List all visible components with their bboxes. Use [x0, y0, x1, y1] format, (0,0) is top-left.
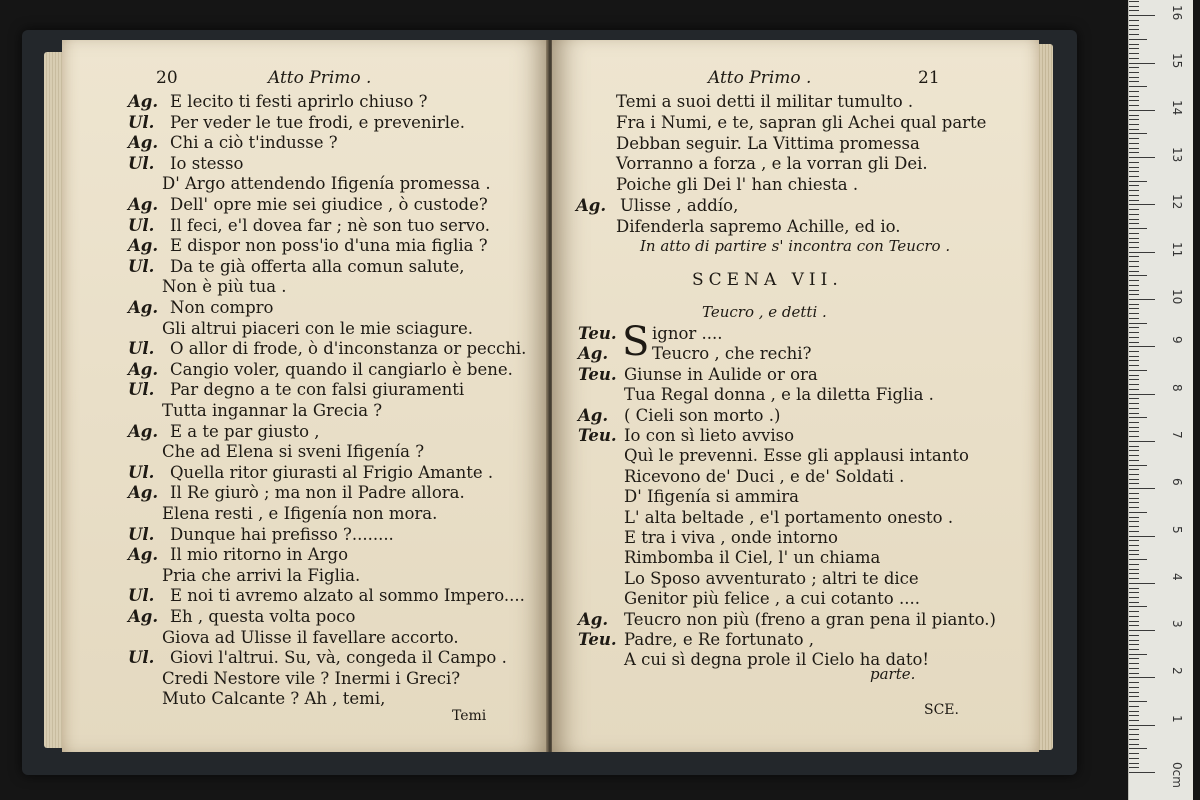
ruler-tick: [1129, 209, 1139, 210]
ruler-tick: [1129, 616, 1139, 617]
ruler-tick: [1129, 6, 1139, 7]
speaker-label: Ul.: [128, 648, 155, 668]
ruler-tick: [1129, 758, 1139, 759]
verse-line: E a te par giusto ,: [170, 421, 320, 441]
ruler-tick: [1129, 360, 1139, 361]
ruler-label: 11: [1170, 241, 1184, 257]
ruler-tick: [1129, 479, 1139, 480]
ruler-tick: [1129, 34, 1139, 35]
ruler-tick: [1129, 734, 1139, 735]
speaker-label: Teu.: [578, 426, 617, 445]
ruler-tick: [1129, 772, 1155, 773]
verse-line: Gli altrui piaceri con le mie sciagure.: [162, 318, 474, 338]
ruler-tick: [1129, 545, 1139, 546]
ruler-label: 7: [1170, 430, 1184, 439]
verse-line: Io con sì lieto avviso: [624, 426, 795, 445]
ruler-tick: [1129, 346, 1155, 347]
verse-line: E dispor non poss'io d'una mia figlia ?: [170, 236, 488, 256]
ruler-tick: [1129, 176, 1139, 177]
ruler-tick: [1129, 252, 1155, 253]
verse-line: Quì le prevenni. Esse gli applausi intanto: [624, 446, 969, 466]
ruler-tick: [1129, 649, 1139, 650]
ruler-tick: [1129, 640, 1139, 641]
ruler-label: 6: [1170, 478, 1184, 486]
catchword: Temi: [452, 708, 487, 724]
ruler-tick: [1129, 228, 1147, 229]
ruler-tick: [1129, 365, 1139, 366]
ruler-label: 4: [1170, 572, 1184, 581]
ruler-tick: [1129, 1, 1139, 2]
ruler-tick: [1129, 692, 1139, 693]
ruler-tick: [1129, 635, 1139, 636]
ruler-tick: [1129, 554, 1139, 555]
ruler-tick: [1129, 115, 1139, 116]
speaker-label: Ul.: [128, 586, 155, 606]
ruler-label: 9: [1170, 336, 1184, 344]
ruler-tick: [1129, 720, 1139, 721]
ruler-tick: [1129, 460, 1139, 461]
ruler-tick: [1129, 729, 1139, 730]
verse-line: Che ad Elena si sveni Ifigenía ?: [162, 442, 425, 462]
verse-line: Temi a suoi detti il militar tumulto .: [616, 92, 914, 111]
ruler-tick: [1129, 588, 1139, 589]
ruler-tick: [1129, 72, 1139, 73]
verse-line: L' alta beltade , e'l portamento onesto .: [624, 507, 954, 527]
ruler-tick: [1129, 469, 1139, 470]
speaker-label: Ul.: [128, 380, 155, 400]
ruler-tick: [1129, 119, 1139, 120]
ruler-tick: [1129, 304, 1139, 305]
ruler-tick: [1129, 564, 1139, 565]
verse-line: Genitor più felice , a cui cotanto ....: [624, 589, 920, 609]
verse-line: ignor ....: [652, 324, 723, 343]
verse-line: Dunque hai prefisso ?........: [170, 524, 394, 544]
ruler-tick: [1129, 687, 1139, 688]
ruler-tick: [1129, 517, 1139, 518]
ruler-tick: [1129, 332, 1139, 333]
verse-line: A cui sì degna prole il Cielo ha dato!: [624, 650, 930, 670]
ruler-tick: [1129, 644, 1139, 645]
drop-cap: S: [622, 319, 650, 365]
ruler-tick: [1129, 63, 1155, 64]
verse-line: D' Ifigenía si ammira: [624, 487, 799, 507]
ruler-tick: [1129, 583, 1155, 584]
ruler-tick: [1129, 133, 1147, 134]
verse-line: Tutta ingannar la Grecia ?: [162, 401, 383, 420]
ruler-tick: [1129, 219, 1139, 220]
ruler-tick: [1129, 25, 1139, 26]
ruler-tick: [1129, 157, 1155, 158]
ruler-tick: [1129, 578, 1139, 579]
ruler-tick: [1129, 658, 1139, 659]
ruler-tick: [1129, 668, 1139, 669]
ruler-tick: [1129, 602, 1139, 603]
ruler-tick: [1129, 483, 1139, 484]
ruler-tick: [1129, 625, 1139, 626]
verse-line: Teucro non più (freno a gran pena il pianto.): [624, 609, 996, 629]
ruler-label: 8: [1170, 383, 1184, 392]
verse-line: Poiche gli Dei l' han chiesta .: [616, 175, 859, 195]
ruler-tick: [1129, 474, 1139, 475]
speaker-label: Ag.: [128, 359, 159, 379]
speaker-label: Ag.: [128, 483, 159, 503]
ruler-tick: [1129, 53, 1139, 54]
ruler-tick: [1129, 100, 1139, 101]
ruler-tick: [1129, 611, 1139, 612]
ruler-tick: [1129, 739, 1139, 740]
ruler-tick: [1129, 502, 1139, 503]
verse-line: Quella ritor giurasti al Frigio Amante .: [170, 462, 494, 482]
ruler-tick: [1129, 285, 1139, 286]
ruler-tick: [1129, 223, 1139, 224]
ruler-tick: [1129, 375, 1139, 376]
ruler-tick: [1129, 39, 1147, 40]
ruler-tick: [1129, 15, 1155, 16]
verse-line: Fra i Numi, e te, sapran gli Achei qual parte: [616, 112, 987, 132]
ruler-label: 16: [1170, 5, 1184, 21]
ruler-tick: [1129, 394, 1155, 395]
verse-line: Da te già offerta alla comun salute,: [170, 256, 465, 276]
ruler-tick: [1129, 408, 1139, 409]
ruler-tick: [1129, 233, 1139, 234]
ruler-tick: [1129, 105, 1139, 106]
ruler-tick: [1129, 81, 1139, 82]
ruler-tick: [1129, 379, 1139, 380]
ruler-tick: [1129, 389, 1139, 390]
speaker-label: Ag.: [128, 421, 159, 441]
ruler-tick: [1129, 204, 1155, 205]
ruler-tick: [1129, 280, 1139, 281]
page-number: 20: [156, 68, 178, 88]
ruler-tick: [1129, 701, 1147, 702]
ruler-tick: [1129, 190, 1139, 191]
stage-direction: In atto di partire s' incontra con Teucro .: [640, 237, 951, 255]
ruler-tick: [1129, 266, 1139, 267]
ruler-tick: [1129, 294, 1139, 295]
verse-line: D' Argo attendendo Ifigenía promessa .: [162, 174, 491, 194]
speaker-label: Ag.: [578, 344, 609, 364]
verse-line: Giova ad Ulisse il favellare accorto.: [162, 627, 459, 647]
ruler-label: 1: [1170, 714, 1184, 723]
verse-line: Ulisse , addío,: [620, 196, 739, 215]
speaker-label: Ag.: [128, 545, 159, 565]
ruler-tick: [1129, 597, 1139, 598]
ruler-tick: [1129, 77, 1139, 78]
ruler-tick: [1129, 20, 1139, 21]
ruler-tick: [1129, 313, 1139, 314]
verse-line: Cangio voler, quando il cangiarlo è bene.: [170, 359, 513, 379]
verse-line: Per veder le tue frodi, e prevenirle.: [170, 112, 466, 132]
ruler-label: 14: [1170, 99, 1184, 116]
ruler-tick: [1129, 677, 1155, 678]
ruler-tick: [1129, 256, 1139, 257]
verse-line: Giunse in Aulide or ora: [624, 364, 818, 384]
ruler-tick: [1129, 323, 1147, 324]
verse-line: Chi a ciò t'indusse ?: [170, 133, 338, 153]
ruler-tick: [1129, 621, 1139, 622]
verse-line: O allor di frode, ò d'inconstanza or pecchi.: [170, 339, 527, 359]
ruler-tick: [1129, 536, 1155, 537]
ruler-tick: [1129, 696, 1139, 697]
ruler-tick: [1129, 308, 1139, 309]
ruler-tick: [1129, 573, 1139, 574]
ruler-tick: [1129, 342, 1139, 343]
ruler-tick: [1129, 67, 1139, 68]
ruler-tick: [1129, 48, 1139, 49]
ruler-tick: [1129, 86, 1147, 87]
ruler-tick: [1129, 630, 1155, 631]
ruler-tick: [1129, 247, 1139, 248]
verse-line: Credi Nestore vile ? Inermi i Greci?: [162, 668, 461, 688]
verse-line: E noi ti avremo alzato al sommo Impero....: [170, 586, 525, 606]
running-head: Atto Primo .: [268, 68, 372, 88]
verse-line: Il mio ritorno in Argo: [170, 545, 349, 565]
ruler-tick: [1129, 261, 1139, 262]
verse-line: Il feci, e'l dovea far ; nè son tuo servo.: [170, 215, 490, 235]
ruler-tick: [1129, 441, 1155, 442]
catchword: SCE.: [924, 702, 959, 718]
ruler-tick: [1129, 488, 1155, 489]
ruler-tick: [1129, 592, 1139, 593]
ruler-tick: [1129, 422, 1139, 423]
ruler-tick: [1129, 715, 1139, 716]
verse-line: Vorranno a forza , e la vorran gli Dei.: [616, 154, 928, 174]
ruler-tick: [1129, 767, 1139, 768]
running-head: Atto Primo .: [708, 68, 812, 88]
verse-line: Debban seguir. La Vittima promessa: [616, 133, 920, 153]
verse-line: Giovi l'altrui. Su, và, congeda il Campo .: [170, 648, 507, 668]
speaker-label: Ul.: [128, 153, 155, 173]
ruler-tick: [1129, 559, 1147, 560]
ruler-tick: [1129, 748, 1147, 749]
measuring-ruler: [1128, 0, 1193, 800]
scene-cast: Teucro , e detti .: [702, 303, 827, 321]
ruler-tick: [1129, 455, 1139, 456]
speaker-label: Ul.: [128, 215, 155, 235]
ruler-tick: [1129, 531, 1139, 532]
verse-line: E tra i viva , onde intorno: [624, 528, 838, 547]
verse-line: Pria che arrivi la Figlia.: [162, 565, 361, 585]
ruler-tick: [1129, 299, 1155, 300]
ruler-tick: [1129, 318, 1139, 319]
verse-line: Elena resti , e Ifigenía non mora.: [162, 504, 438, 523]
ruler-tick: [1129, 450, 1139, 451]
ruler-tick: [1129, 436, 1139, 437]
ruler-tick: [1129, 427, 1139, 428]
ruler-tick: [1129, 663, 1139, 664]
speaker-label: Ag.: [578, 609, 609, 629]
verse-line: Non è più tua .: [162, 277, 287, 297]
ruler-tick: [1129, 96, 1139, 97]
verse-line: Lo Sposo avventurato ; altri te dice: [624, 568, 919, 588]
ruler-tick: [1129, 271, 1139, 272]
ruler-tick: [1129, 91, 1139, 92]
page-edges-left: [44, 52, 64, 748]
verse-line: Eh , questa volta poco: [170, 607, 356, 626]
ruler-tick: [1129, 242, 1139, 243]
speaker-label: Ag.: [128, 195, 159, 214]
ruler-label: 0cm: [1170, 762, 1184, 788]
ruler-tick: [1129, 465, 1147, 466]
ruler-label: 10: [1170, 289, 1184, 305]
ruler-tick: [1129, 398, 1139, 399]
verse-line: Il Re giurò ; ma non il Padre allora.: [170, 483, 465, 503]
ruler-tick: [1129, 58, 1139, 59]
ruler-tick: [1129, 129, 1139, 130]
speaker-label: Ag.: [128, 298, 159, 317]
ruler-label: 12: [1170, 194, 1184, 210]
verse-line: Non compro: [170, 298, 274, 317]
speaker-label: Ul.: [128, 462, 155, 482]
verse-line: Muto Calcante ? Ah , temi,: [162, 689, 386, 709]
ruler-tick: [1129, 356, 1139, 357]
ruler-tick: [1129, 10, 1139, 11]
ruler-tick: [1129, 744, 1139, 745]
ruler-tick: [1129, 110, 1155, 111]
speaker-label: Ul.: [128, 112, 155, 132]
ruler-label: 2: [1170, 667, 1184, 676]
verse-line: Ricevono de' Duci , e de' Soldati .: [624, 466, 905, 486]
ruler-tick: [1129, 446, 1139, 447]
ruler-tick: [1129, 540, 1139, 541]
ruler-tick: [1129, 148, 1139, 149]
ruler-tick: [1129, 526, 1139, 527]
ruler-tick: [1129, 493, 1139, 494]
ruler-tick: [1129, 44, 1139, 45]
speaker-label: Ul.: [128, 524, 155, 544]
ruler-label: 13: [1170, 147, 1184, 163]
ruler-tick: [1129, 569, 1139, 570]
speaker-label: Ag.: [128, 607, 159, 626]
ruler-tick: [1129, 521, 1139, 522]
ruler-tick: [1129, 124, 1139, 125]
speaker-label: Ag.: [578, 405, 609, 425]
ruler-tick: [1129, 413, 1139, 414]
ruler-tick: [1129, 507, 1139, 508]
verse-line: Padre, e Re fortunato ,: [624, 630, 815, 649]
ruler-tick: [1129, 143, 1139, 144]
ruler-tick: [1129, 431, 1139, 432]
speaker-label: Ag.: [576, 196, 607, 215]
ruler-label: 3: [1170, 620, 1184, 628]
ruler-tick: [1129, 711, 1139, 712]
verse-line: Tua Regal donna , e la diletta Figlia .: [624, 385, 934, 405]
ruler-tick: [1129, 327, 1139, 328]
ruler-tick: [1129, 200, 1139, 201]
ruler-tick: [1129, 512, 1147, 513]
ruler-tick: [1129, 167, 1139, 168]
speaker-label: Teu.: [578, 324, 617, 343]
ruler-label: 5: [1170, 525, 1184, 534]
exit-direction: parte.: [870, 665, 916, 683]
ruler-tick: [1129, 417, 1147, 418]
verse-line: Dell' opre mie sei giudice , ò custode?: [170, 195, 488, 214]
verse-line: Difenderla sapremo Achille, ed io.: [616, 216, 901, 236]
speaker-label: Ag.: [128, 236, 159, 256]
scene-heading: SCENA VII.: [692, 270, 843, 290]
ruler-tick: [1129, 195, 1139, 196]
ruler-tick: [1129, 152, 1139, 153]
ruler-tick: [1129, 238, 1139, 239]
verse-line: Par degno a te con falsi giuramenti: [170, 380, 465, 400]
left-page: [62, 40, 548, 752]
speaker-label: Ag.: [128, 92, 159, 111]
ruler-tick: [1129, 29, 1139, 30]
ruler-tick: [1129, 403, 1139, 404]
ruler-tick: [1129, 275, 1147, 276]
verse-line: E lecito ti festi aprirlo chiuso ?: [170, 92, 428, 111]
verse-line: Rimbomba il Ciel, l' un chiama: [624, 548, 881, 568]
page-edges-right: [1037, 44, 1053, 750]
ruler-tick: [1129, 384, 1139, 385]
ruler-tick: [1129, 181, 1147, 182]
page-number: 21: [918, 68, 940, 88]
ruler-tick: [1129, 171, 1139, 172]
ruler-tick: [1129, 185, 1139, 186]
speaker-label: Teu.: [578, 630, 617, 649]
ruler-tick: [1129, 682, 1139, 683]
right-page: [552, 40, 1039, 752]
ruler-tick: [1129, 654, 1147, 655]
speaker-label: Ul.: [128, 339, 155, 359]
ruler-tick: [1129, 162, 1139, 163]
speaker-label: Ul.: [128, 256, 155, 276]
ruler-tick: [1129, 550, 1139, 551]
verse-line: ( Cieli son morto .): [624, 405, 781, 425]
verse-line: Io stesso: [170, 153, 244, 173]
ruler-tick: [1129, 673, 1139, 674]
ruler-tick: [1129, 337, 1139, 338]
ruler-label: 15: [1170, 52, 1184, 68]
ruler-tick: [1129, 763, 1139, 764]
ruler-tick: [1129, 138, 1139, 139]
ruler-tick: [1129, 351, 1139, 352]
ruler-tick: [1129, 753, 1139, 754]
verse-line: Teucro , che rechi?: [652, 344, 812, 364]
ruler-tick: [1129, 606, 1147, 607]
ruler-tick: [1129, 725, 1155, 726]
ruler-tick: [1129, 498, 1139, 499]
ruler-tick: [1129, 706, 1139, 707]
speaker-label: Ag.: [128, 133, 159, 153]
ruler-tick: [1129, 370, 1147, 371]
ruler-tick: [1129, 290, 1139, 291]
ruler-tick: [1129, 214, 1139, 215]
speaker-label: Teu.: [578, 364, 617, 384]
